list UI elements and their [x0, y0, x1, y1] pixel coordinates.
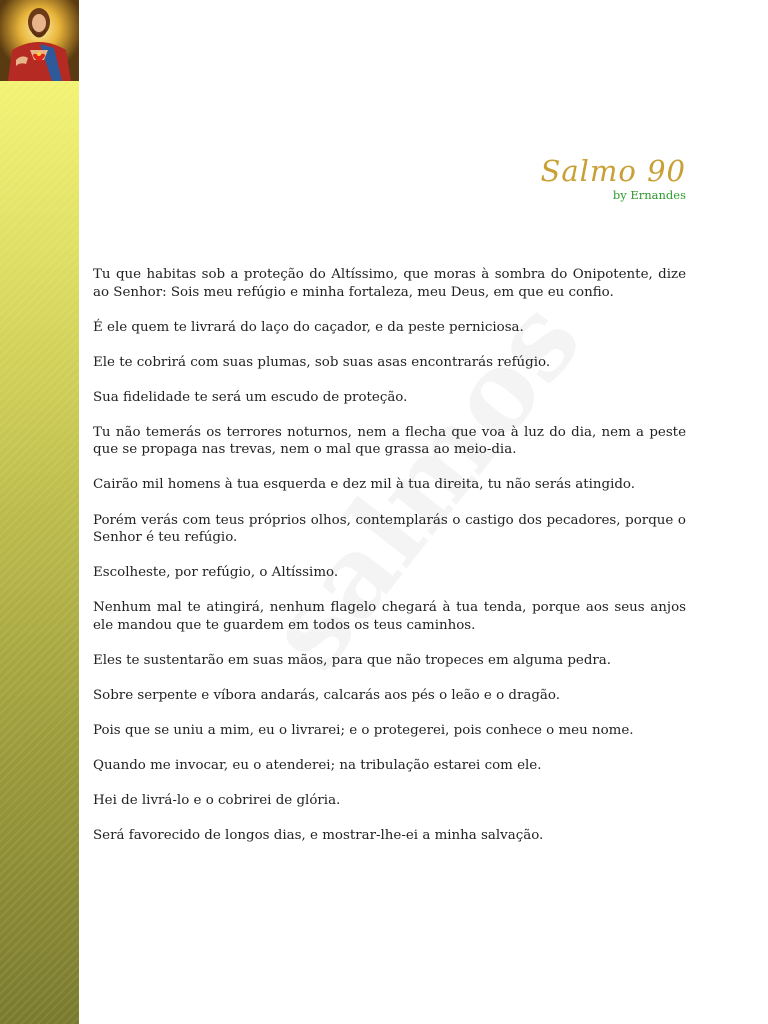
verse: Tu que habitas sob a proteção do Altíssimo, que moras à sombra do Onipotente, dize ao Senhor: Sois meu refúgio e minha fortaleza, meu Deus, em que eu confio.	[93, 267, 686, 300]
verse: Porém verás com teus próprios olhos, contemplarás o castigo dos pecadores, porque o Senhor é teu refúgio.	[93, 512, 686, 546]
verse: Eles te sustentarão em suas mãos, para que não tropeces em alguma pedra.	[93, 652, 612, 668]
verse: Pois que se uniu a mim, eu o livrarei; e o protegerei, pois conhece o meu nome.	[93, 723, 634, 739]
verse: Hei de livrá-lo e o cobrirei de glória.	[93, 793, 341, 809]
verse: Ele te cobrirá com suas plumas, sob suas asas encontrarás refúgio.	[93, 354, 551, 370]
verse: Nenhum mal te atingirá, nenhum flagelo chegará à tua tenda, porque aos seus anjos ele mandou que te guardem em todos os teus caminhos.	[93, 600, 686, 633]
header	[540, 154, 686, 202]
verse: Cairão mil homens à tua esquerda e dez mil à tua direita, tu não serás atingido.	[93, 477, 636, 493]
sacred-heart-image	[0, 0, 79, 81]
verse: Sobre serpente e víbora andarás, calcarás aos pés o leão e o dragão.	[93, 687, 560, 703]
verse: Quando me invocar, eu o atenderei; na tribulação estarei com ele.	[93, 758, 542, 774]
verse-list	[93, 266, 686, 862]
verse: Sua fidelidade te será um escudo de proteção.	[93, 389, 408, 405]
verse: Tu não temerás os terrores noturnos, nem a flecha que voa à luz do dia, nem a peste que se propaga nas trevas, nem o mal que grassa ao meio-dia.	[93, 424, 686, 458]
page-title: Salmo 90	[540, 154, 686, 188]
byline: by Ernandes	[612, 188, 686, 202]
verse: Será favorecido de longos dias, e mostrar-lhe-ei a minha salvação.	[93, 828, 544, 844]
verse: Escolheste, por refúgio, o Altíssimo.	[93, 565, 339, 581]
verse: É ele quem te livrará do laço do caçador, e da peste perniciosa.	[93, 319, 524, 335]
decorative-sidebar	[0, 0, 79, 1024]
